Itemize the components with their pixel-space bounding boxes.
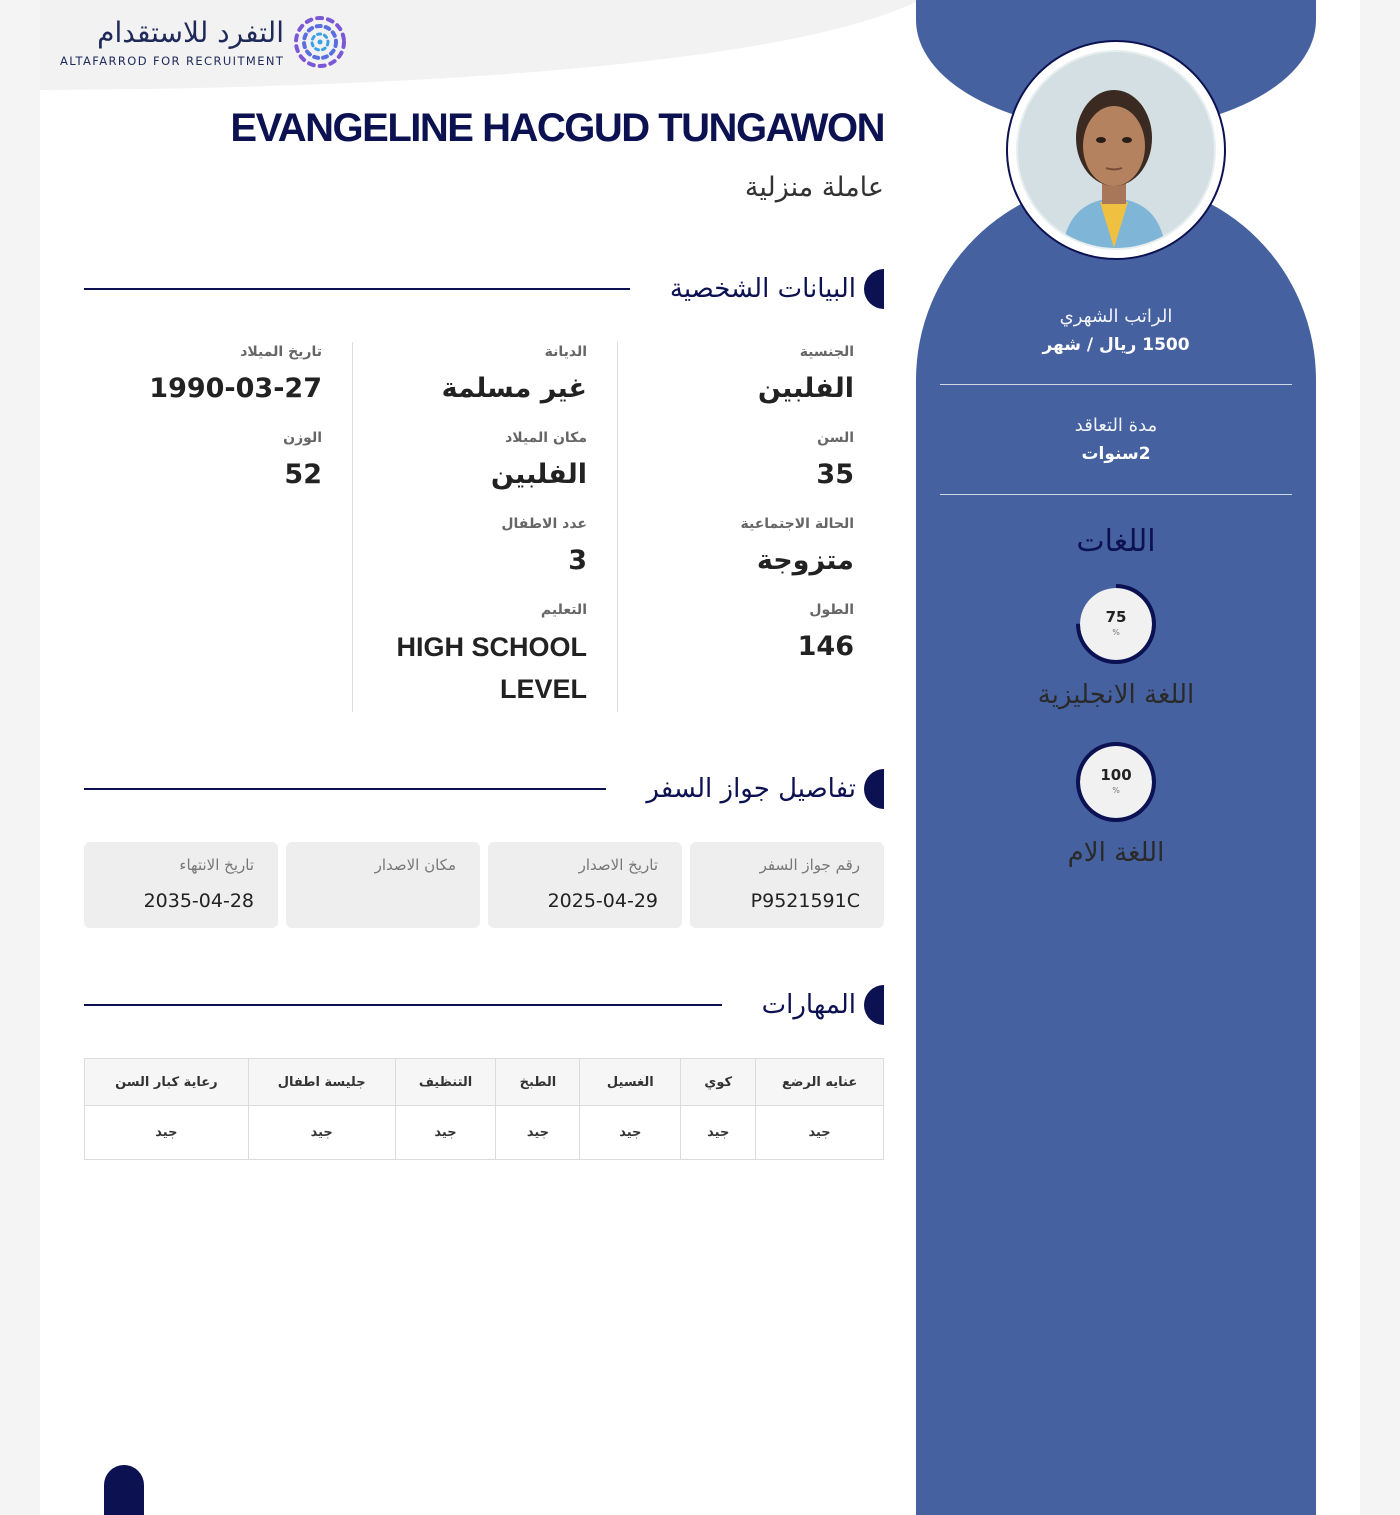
language-name: اللغة الانجليزية xyxy=(1037,680,1195,710)
skill-header: الغسيل xyxy=(580,1059,681,1106)
skill-rating: جيد xyxy=(248,1106,395,1160)
language-level-gauge xyxy=(1074,582,1158,666)
field-label: الديانة xyxy=(544,344,587,360)
languages-title: اللغات xyxy=(1076,524,1156,559)
personal-column-3 xyxy=(86,342,352,712)
personal-column-1 xyxy=(618,342,884,712)
language-level-value: 100 xyxy=(1100,766,1132,784)
language-native xyxy=(916,740,1316,868)
field-value: HIGH SCHOOL LEVEL xyxy=(396,632,587,704)
passport-issue-place-box xyxy=(286,842,480,928)
company-logo xyxy=(60,12,360,72)
field-label: الجنسية xyxy=(799,344,854,360)
passport-label: تاريخ الاصدار xyxy=(578,856,658,874)
passport-value: 2035-04-28 xyxy=(143,890,254,912)
sidebar xyxy=(916,0,1316,1515)
field-value: الفلبين xyxy=(757,373,854,404)
skill-header: التنظيف xyxy=(395,1059,496,1106)
profile-photo-frame xyxy=(1006,40,1226,260)
field-marital-status xyxy=(741,516,854,582)
field-weight xyxy=(283,430,322,496)
skill-rating: جيد xyxy=(580,1106,681,1160)
language-name: اللغة الام xyxy=(1067,838,1165,868)
field-value: متزوجة xyxy=(756,545,854,576)
field-value: غير مسلمة xyxy=(441,373,587,404)
passport-label: تاريخ الانتهاء xyxy=(179,856,254,874)
language-level-gauge xyxy=(1074,740,1158,824)
section-marker xyxy=(864,269,884,309)
personal-column-2 xyxy=(352,342,618,712)
contract-block xyxy=(940,415,1292,464)
job-title: عاملة منزلية xyxy=(744,172,884,203)
salary-value: 1500 ريال / شهر xyxy=(1042,335,1190,355)
field-value: 1990-03-27 xyxy=(149,373,322,404)
percent-sign: % xyxy=(1112,786,1120,795)
skill-header: جليسة اطفال xyxy=(248,1059,395,1106)
section-marker xyxy=(864,985,884,1025)
field-birth-date xyxy=(149,344,322,410)
field-education xyxy=(377,602,587,710)
passport-expiry-date-box xyxy=(84,842,278,928)
field-religion xyxy=(442,344,587,410)
sidebar-divider xyxy=(940,384,1292,385)
field-label: الطول xyxy=(809,602,854,618)
field-label: تاريخ الميلاد xyxy=(240,344,322,360)
section-marker xyxy=(864,769,884,809)
passport-section-title: تفاصيل جواز السفر xyxy=(646,774,856,804)
field-height xyxy=(798,602,854,668)
salary-block xyxy=(940,306,1292,355)
field-label: التعليم xyxy=(540,602,587,618)
salary-label: الراتب الشهري xyxy=(1059,306,1173,327)
field-label: الوزن xyxy=(283,430,322,446)
passport-value: 2025-04-29 xyxy=(547,890,658,912)
skill-rating: جيد xyxy=(395,1106,496,1160)
woman-portrait-icon xyxy=(1016,52,1214,250)
passport-label: رقم جواز السفر xyxy=(759,856,860,874)
personal-section-title: البيانات الشخصية xyxy=(669,274,856,304)
logo-english-text: ALTAFARROD FOR RECRUITMENT xyxy=(60,54,285,68)
passport-value: P9521591C xyxy=(750,890,860,912)
personal-section-header xyxy=(84,269,884,309)
skill-rating: جيد xyxy=(681,1106,756,1160)
skills-value-row xyxy=(85,1106,884,1160)
field-value: 146 xyxy=(797,631,854,662)
skills-header-row xyxy=(85,1059,884,1106)
contract-value: 2سنوات xyxy=(1081,444,1151,464)
footer-decoration xyxy=(104,1465,144,1515)
skill-rating: جيد xyxy=(85,1106,249,1160)
skill-header: رعاية كبار السن xyxy=(85,1059,249,1106)
field-value: 52 xyxy=(284,459,322,490)
percent-sign: % xyxy=(1112,628,1120,637)
field-value: 3 xyxy=(568,545,587,576)
field-label: عدد الاطفال xyxy=(501,516,587,532)
cv-page xyxy=(40,0,1360,1515)
field-nationality xyxy=(758,344,854,410)
skills-section-header xyxy=(84,985,884,1025)
field-value: الفلبين xyxy=(490,459,587,490)
contract-label: مدة التعاقد xyxy=(1074,415,1158,436)
passport-number-box xyxy=(690,842,884,928)
section-divider xyxy=(84,788,606,790)
field-birthplace xyxy=(491,430,587,496)
skill-header: كوي xyxy=(681,1059,756,1106)
field-age xyxy=(816,430,854,496)
logo-mark-icon xyxy=(292,14,348,70)
field-label: مكان الميلاد xyxy=(505,430,587,446)
passport-issue-date-box xyxy=(488,842,682,928)
field-label: الحالة الاجتماعية xyxy=(740,516,854,532)
field-label: السن xyxy=(817,430,854,446)
skills-table xyxy=(84,1058,884,1160)
passport-section-header xyxy=(84,769,884,809)
skill-header: عنايه الرضع xyxy=(756,1059,884,1106)
logo-arabic-text: التفرد للاستقدام xyxy=(97,16,284,49)
field-children xyxy=(501,516,587,582)
language-level-value: 75 xyxy=(1105,608,1127,626)
skill-header: الطبخ xyxy=(496,1059,580,1106)
skill-rating: جيد xyxy=(496,1106,580,1160)
profile-photo xyxy=(1016,50,1216,250)
section-divider xyxy=(84,288,630,290)
language-english xyxy=(916,582,1316,710)
field-value: 35 xyxy=(816,459,854,490)
skill-rating: جيد xyxy=(756,1106,884,1160)
skills-section-title: المهارات xyxy=(761,990,856,1020)
candidate-name: EVANGELINE HACGUD TUNGAWON xyxy=(230,106,884,150)
section-divider xyxy=(84,1004,722,1006)
passport-label: مكان الاصدار xyxy=(374,856,456,874)
sidebar-divider xyxy=(940,494,1292,495)
